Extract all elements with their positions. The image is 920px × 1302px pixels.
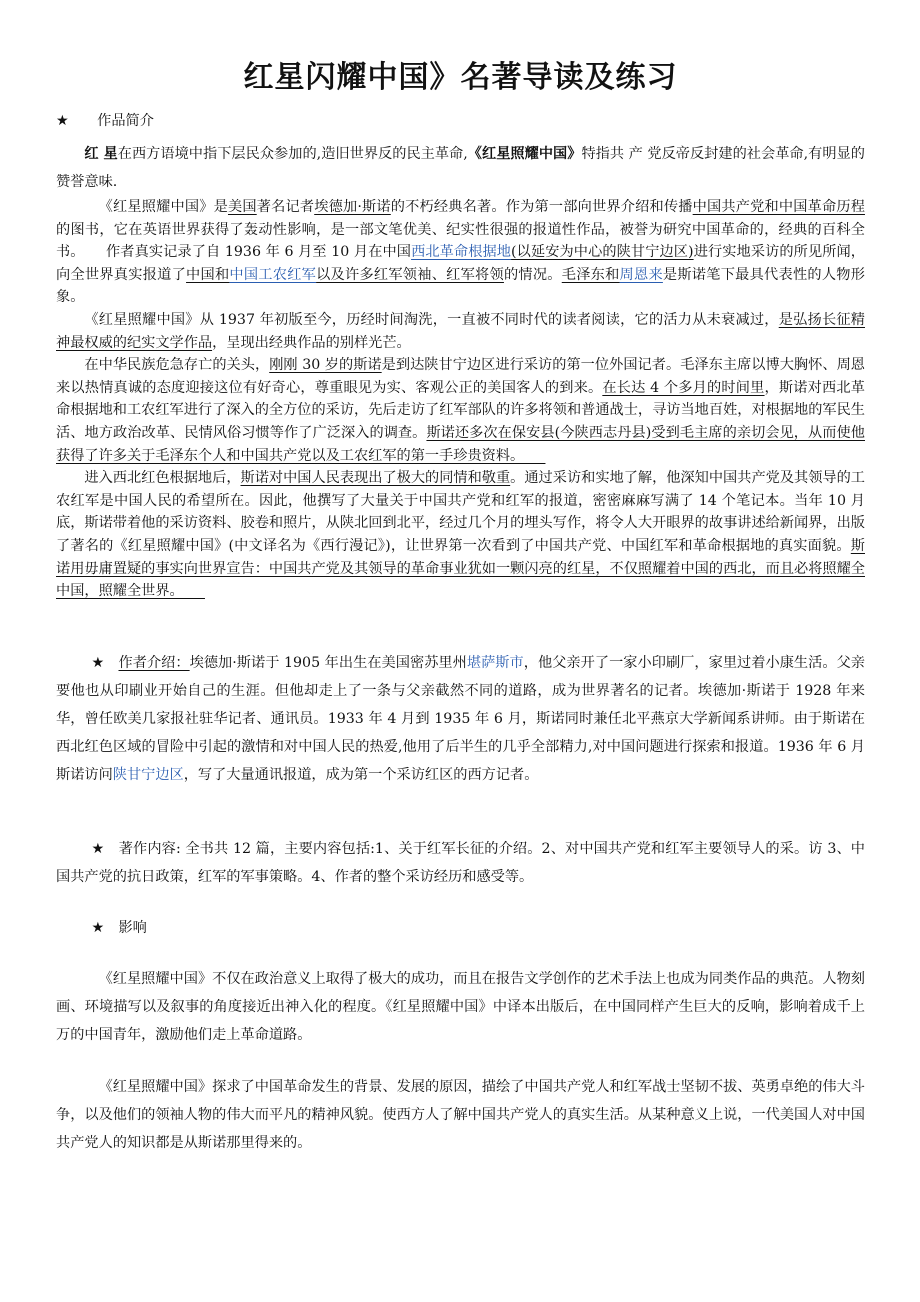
star-icon: ★ [91, 840, 105, 857]
underlined-text: 斯诺用毋庸置疑的事实向世界宣告：中国共产党及其领导的革命事业犹如一颗闪亮的红星，不仅照耀着中国的西北，而且必将照耀全中国，照耀全世界。 [56, 537, 865, 600]
document-page [56, 58, 865, 1157]
text-span: 的不朽经典名著。作为第一部向世界介绍和传播 [390, 199, 693, 215]
text-span: ，他父亲开了一家小印刷厂，家里过着小康生活。父亲要他也从印刷业开始自己的生涯。但他却走上了一条与父亲截然不同的道路，成为世界著名的记者。埃德加·斯诺于 1928 年来华，曾任欧美几家报社驻华记者、通讯员。1933 年 4 月到 1935 年 6 月，斯诺同时兼任北平燕京大学新闻系讲师。由于斯诺在西北红色区域的冒险中引起的激情和对中国人民的热爱,他用了后半生的几乎全部精力,对中国问题进行探索和报道。1936 年 6 月斯诺访问 [56, 654, 865, 783]
text-span: 在中华民族危急存亡的关头， [84, 357, 270, 374]
link-kansas-city[interactable]: 堪萨斯市 [466, 654, 524, 671]
text-span: 《红星照耀中国》是 [98, 199, 228, 215]
underlined-text: 在长达 4 个多月的时间里 [602, 379, 765, 396]
star-icon: ★ [56, 113, 69, 129]
section-heading-intro [56, 108, 865, 134]
term-red-star: 红 星 [84, 146, 118, 162]
underlined-text: 埃德加·斯诺 [314, 199, 391, 215]
text-span: 。通过采访和实地了解，他深知中国共产党及其领导的工农红军是中国人民的希望所在。因此，他撰写了大量关于中国共产党和红军的报道，密密麻麻写满了 14 个笔记本。当年 10 月底，斯诺带着他的采访资料、胶卷和照片，从陕北回到北平，经过几个月的埋头写作，将令人大开眼界的故事讲述给新闻界，出版了著名的《红星照耀中国》(中文译名为《西行漫记》)，让世界第一次看到了中国共产党、中国红军和革命根据地的真实面貌。 [56, 470, 865, 554]
text-span: 在西方语境中指下层民众参加的,造旧世界反的民主革命, [117, 146, 468, 162]
star-icon: ★ [91, 654, 105, 671]
intro-paragraph-4 [56, 354, 865, 467]
influence-paragraph-2: 《红星照耀中国》探求了中国革命发生的背景、发展的原因，描绘了中国共产党人和红军战士坚韧不拔、英勇卓绝的伟大斗争，以及他们的领袖人物的伟大而平凡的精神风貌。使西方人了解中国共产党人的真实生活。从某种意义上说，一代美国人对中国共产党人的知识都是从斯诺那里得来的。 [56, 1078, 865, 1151]
author-section [56, 649, 865, 789]
content-text: 著作内容: 全书共 12 篇，主要内容包括:1、关于红军长征的介绍。2、对中国共产党和红军主要领导人的采。访 3、中国共产党的抗日政策，红军的军事策略。4、作者的整个采访经历和感受等。 [56, 840, 865, 885]
underlined-text: 美国 [227, 199, 257, 215]
star-icon: ★ [91, 919, 105, 936]
underlined-text: 刚刚 30 岁的斯诺 [269, 357, 382, 374]
link-red-army[interactable]: 中国工农红军 [229, 266, 317, 283]
text-span: 是到达陕甘宁边区进行采访的第一位外国记者。毛泽东主席以博大胸怀、周恩来以热情真诚的态度迎接这位有好奇心，尊重眼见为实、客观公正的美国客人的到来。 [56, 357, 865, 396]
intro-paragraph-1 [56, 140, 865, 196]
underlined-text: 是弘扬长征精神最权威的纪实文学作品 [56, 311, 865, 351]
intro-paragraph-5 [56, 467, 865, 603]
underlined-text: (以延安为中心的陕甘宁边区) [511, 244, 694, 261]
text-span: 特指共 产 党反帝反封建的社会革命,有明显的赞誉意味. [56, 146, 865, 190]
underlined-text: 斯诺对中国人民表现出了极大的同情和敬重 [240, 470, 511, 487]
underlined-text: 毛泽东和 [561, 266, 620, 283]
influence-paragraph-1: 《红星照耀中国》不仅在政治意义上取得了极大的成功，而且在报告文学创作的艺术手法上也成为同类作品的典范。人物刻画、环境描写以及叙事的角度接近出神入化的程度。《红星照耀中国》中译本出版后，在中国同样产生巨大的反响，影响着成千上万的中国青年，激励他们走上革命道路。 [56, 970, 865, 1043]
text-span: ，斯诺对西北革命根据地和工农红军进行了深入的全方位的采访，先后走访了红军部队的许多将领和普通战士，寻访当地百姓，对根据地的军民生活、地方政治改革、民情风俗习惯等作了广泛深入的调查。 [56, 379, 865, 441]
underlined-text: 中国和 [186, 266, 230, 283]
text-span: ，呈现出经典作品的别样光芒。 [212, 334, 411, 351]
text-span: 进行实地采访的所见所闻，向全世界真实报道了 [56, 244, 865, 283]
underlined-text: 以及许多红军领袖、红军将领 [316, 266, 504, 283]
link-shaanxi-gansu-ningxia[interactable]: 陕甘宁边区 [112, 766, 184, 783]
intro-paragraph-2 [56, 196, 865, 309]
link-zhou-enlai[interactable]: 周恩来 [619, 266, 663, 283]
underlined-text: 中国共产党和中国革命历程 [692, 199, 865, 215]
text-span: 《红星照耀中国》从 1937 年初版至今，历经时间淘洗，一直被不同时代的读者阅读，它的活力从未衰减过， [84, 311, 779, 328]
page-title: 红星闪耀中国》名著导读及练习 [243, 60, 678, 95]
text-span: ，写了大量通讯报道，成为第一个采访红区的西方记者。 [183, 766, 539, 783]
intro-paragraph-3 [56, 309, 865, 354]
link-northwest-base[interactable]: 西北革命根据地 [411, 244, 512, 261]
text-span: 是斯诺笔下最具代表性的人物形象。 [56, 266, 865, 306]
text-span: 埃德加·斯诺于 1905 年出生在美国密苏里州 [189, 654, 467, 671]
text-span: 的图书，它在英语世界获得了轰动性影响，是一部文笔优美、纪实性很强的报道性作品，被誉为研究中国革命的，经典的百科全书。 作者真实记录了自 1936 年 6 月至 10 月在中国 [56, 221, 865, 261]
heading-text: 作品简介 [97, 113, 154, 129]
author-label: 作者介绍： [118, 654, 190, 671]
text-span: 进入西北红色根据地后， [84, 470, 241, 487]
section-heading-influence [56, 915, 865, 941]
heading-text: 影响 [118, 919, 147, 936]
text-span: 著名记者 [256, 199, 315, 215]
underlined-text: 斯诺还多次在保安县(今陕西志丹县)受到毛主席的亲切会见，从而使他获得了许多关于毛泽东个人和中国共产党以及工农红军的第一手珍贵资料。 [56, 424, 865, 464]
content-section [56, 835, 865, 891]
book-title: 《红星照耀中国》 [467, 146, 582, 162]
text-span: 的情况。 [503, 266, 562, 283]
